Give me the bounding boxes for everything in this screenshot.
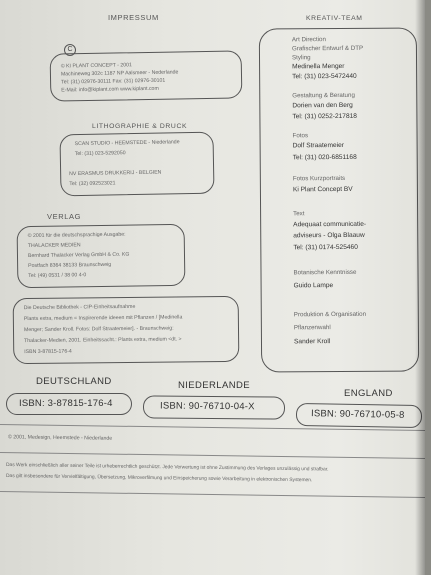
footer-rule-mid	[0, 452, 425, 459]
isbn-box-niederlande	[143, 395, 285, 419]
team-label-kurzportraits: Fotos Kurzportraits	[292, 174, 346, 183]
verlag-line-1: THALACKER MEDIEN	[27, 242, 81, 250]
cip-line-4: ISBN 3-87815-176-4	[24, 348, 72, 356]
team-role2-art: Styling	[291, 54, 311, 62]
verlag-line-0: © 2001 für die deutschsprachige Ausgabe:	[27, 231, 126, 240]
impressum-heading: IMPRESSUM	[108, 13, 159, 22]
page-edge-shadow	[415, 0, 425, 575]
isbn-box-england	[296, 403, 422, 428]
isbn-deutschland: ISBN: 3-87815-176-4	[19, 398, 113, 409]
isbn-box-deutschland	[6, 393, 132, 415]
team-tel-art: Tel: (31) 023-5472440	[292, 72, 357, 81]
impressum-phone: Tel: (31) 02976-30111 Fax: (31) 02976-30101	[61, 77, 166, 86]
footer-copyright: © 2001, Medesign, Heemstede - Niederlande	[7, 434, 113, 442]
isbn-england: ISBN: 90-76710-05-8	[310, 408, 405, 421]
isbn-niederlande: ISBN: 90-76710-04-X	[159, 400, 255, 413]
litho-line4: Tel: (32) 092523021	[69, 180, 116, 188]
team-name-botanik: Guido Lampe	[293, 282, 334, 290]
footer-legal-2: Das gilt insbesondere für Vervielfältigung, Übersetzung, Mikroverfilmung und Einspeicherung sowie Verarbeitung in elektronischen Systemen.	[5, 474, 313, 484]
team-name-kurzportraits: Ki Plant Concept BV	[292, 185, 353, 194]
team-label-text: Text	[293, 210, 305, 218]
verlag-box	[17, 224, 186, 288]
cip-line-2: Menger; Sander Kroll. Fotos: Dolf Straatemeier]. - Braunschweig:	[23, 325, 174, 334]
verlag-line-3: Postfach 8364 38133 Braunschweig	[28, 261, 112, 270]
team-name2-text: adviseurs - Olga Blaauw	[293, 231, 365, 240]
team-label-produktion: Produktion & Organisation	[293, 310, 367, 319]
litho-line3: NV ERASMUS DRUKKERIJ - BELGIEN	[69, 169, 162, 178]
team-name-produktion: Sander Kroll	[293, 338, 331, 346]
cip-line-1: Plants extra, medium = Inspirerende ideeen mit Pflanzen / [Medinella	[23, 314, 183, 323]
team-heading: KREATIV-TEAM	[306, 15, 363, 22]
impressum-address: Machineweg 302c 1187 NP Aalsmeer - Nederlande	[60, 69, 179, 78]
litho-box	[59, 132, 214, 197]
team-label-art: Art Direction	[291, 36, 326, 44]
team-tel-fotos: Tel: (31) 020-6851168	[292, 153, 357, 162]
verlag-line-4: Tel: (49) 0531 / 38 00 4-0	[28, 272, 87, 280]
team-label-gestaltung: Gestaltung & Beratung	[292, 91, 355, 100]
team-name-gestaltung: Dorien van den Berg	[292, 101, 353, 110]
footer-legal-1: Das Werk einschließlich aller seiner Teile ist urheberrechtlich geschützt. Jede Verwertung ist ohne Zustimmung des Verlages unzulässig und strafbar.	[5, 463, 329, 473]
country-england: ENGLAND	[344, 388, 393, 399]
cip-line-3: Thalacker-Medien, 2001. Einheitssacht.: Plants extra, medium <dt. >	[24, 336, 182, 345]
team-label-botanik: Botanische Kenntnisse	[293, 268, 357, 277]
litho-line1: SCAN STUDIO - HEEMSTEDE - Niederlande	[74, 139, 180, 148]
team-tel-text: Tel: (31) 0174-525460	[293, 243, 358, 252]
team-role-produktion: Pflanzenwahl	[293, 324, 331, 332]
copyright-icon: C	[64, 44, 76, 56]
team-name-fotos: Dolf Straatemeier	[292, 141, 344, 150]
impressum-box	[50, 50, 243, 101]
team-label-fotos: Fotos	[292, 132, 309, 140]
litho-line2: Tel: (31) 023-5292050	[74, 150, 126, 158]
impressum-email: E-Mail: info@kiplant.com www.kiplant.com	[61, 85, 159, 94]
team-name-art: Medinella Menger	[292, 62, 345, 71]
litho-heading: LITHOGRAPHIE & DRUCK	[92, 123, 188, 130]
cip-box	[13, 296, 240, 364]
country-deutschland: DEUTSCHLAND	[36, 376, 112, 387]
team-role-art: Grafischer Entwurf & DTP	[291, 44, 364, 53]
cip-line-0: Die Deutsche Bibliothek - CIP-Einheitsaufnahme	[23, 303, 136, 312]
impressum-company: © KI PLANT CONCEPT - 2001	[60, 62, 132, 70]
team-tel-gestaltung: Tel: (31) 0252-217818	[292, 112, 357, 121]
footer-rule-bottom	[0, 491, 425, 498]
verlag-line-2: Bernhard Thalacker Verlag GmbH & Co. KG	[27, 251, 130, 260]
team-name-text: Adequaat communicatie-	[293, 220, 367, 229]
country-niederlande: NIEDERLANDE	[178, 380, 250, 391]
team-box	[259, 27, 419, 372]
verlag-heading: VERLAG	[47, 212, 82, 221]
